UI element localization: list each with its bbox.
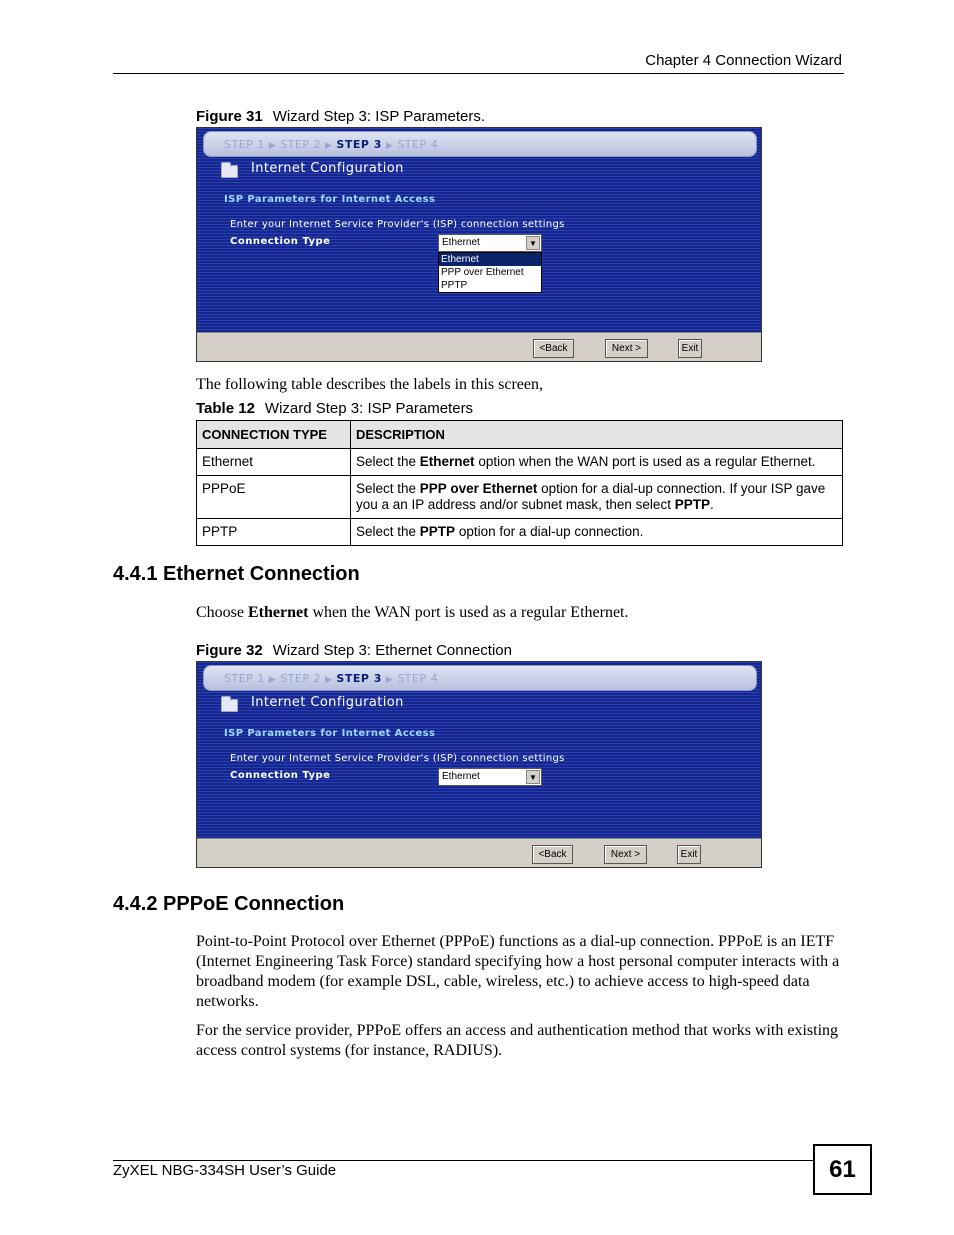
- next-button[interactable]: Next >: [604, 845, 647, 864]
- table-row: [197, 449, 843, 476]
- wizard-title: Internet Configuration: [251, 161, 404, 176]
- table-header-row: [197, 421, 843, 449]
- connection-type-cell: PPPoE: [197, 476, 351, 519]
- step-arrow-icon: ▶: [385, 141, 394, 151]
- isp-parameters-table: [196, 420, 843, 546]
- column-header: DESCRIPTION: [351, 421, 843, 449]
- wizard-title: Internet Configuration: [251, 695, 404, 710]
- chevron-down-icon[interactable]: ▼: [526, 770, 540, 784]
- step-1: STEP 1: [224, 138, 265, 151]
- running-header: Chapter 4 Connection Wizard: [645, 52, 842, 69]
- step-3-current: STEP 3: [336, 672, 382, 685]
- connection-type-value: Ethernet: [442, 237, 480, 248]
- header-rule: [113, 73, 844, 74]
- pppoe-paragraph-1: Point-to-Point Protocol over Ethernet (PPPoE) functions as a dial-up connection. PPPoE is an IETF (Internet Engineering Task Force) standard specifying how a host personal computer interacts with a broadband modem (for example DSL, cable, wireless, etc.) to achieve access to high-speed data networks.: [196, 933, 840, 1010]
- table-row: [197, 519, 843, 546]
- step-2: STEP 2: [280, 138, 321, 151]
- wizard-section-title: ISP Parameters for Internet Access: [224, 728, 436, 739]
- figure-32-wizard-screenshot: [196, 661, 762, 868]
- figure-32-title: Wizard Step 3: Ethernet Connection: [272, 642, 512, 659]
- exit-button[interactable]: Exit: [677, 845, 701, 864]
- dropdown-option-pptp[interactable]: PPTP: [441, 280, 468, 291]
- step-bar: [203, 131, 757, 157]
- pppoe-paragraph-2: For the service provider, PPPoE offers an access and authentication method that works with existing access control systems (for instance, RADIUS).: [196, 1022, 839, 1059]
- back-button[interactable]: <Back: [533, 339, 574, 358]
- table-row: [197, 476, 843, 519]
- table-12-label: Table 12: [196, 400, 255, 417]
- table-12-caption: [196, 400, 473, 417]
- page-number: 61: [813, 1144, 872, 1195]
- step-bar: [203, 665, 757, 691]
- wizard-button-bar: [197, 332, 761, 361]
- dropdown-option-ethernet[interactable]: Ethernet: [439, 253, 541, 266]
- step-arrow-icon: ▶: [324, 141, 333, 151]
- table-12-title: Wizard Step 3: ISP Parameters: [264, 400, 474, 417]
- ethernet-paragraph: Choose Ethernet when the WAN port is used as a regular Ethernet.: [196, 604, 629, 621]
- connection-type-select[interactable]: [438, 234, 542, 252]
- back-button[interactable]: <Back: [532, 845, 573, 864]
- step-arrow-icon: ▶: [268, 675, 277, 685]
- connection-type-cell: PPTP: [197, 519, 351, 546]
- figure-31-caption: [196, 108, 485, 125]
- exit-button[interactable]: Exit: [678, 339, 702, 358]
- folder-icon: [221, 699, 238, 712]
- wizard-section-title: ISP Parameters for Internet Access: [224, 194, 436, 205]
- wizard-button-bar: [197, 838, 761, 867]
- figure-31-title: Wizard Step 3: ISP Parameters.: [272, 108, 485, 125]
- step-4: STEP 4: [397, 138, 439, 151]
- description-cell: Select the PPP over Ethernet option for a dial-up connection. If your ISP gave you a an IP address and/or subnet mask, then select PPTP.: [351, 476, 843, 519]
- figure-31-label: Figure 31: [196, 108, 263, 125]
- step-indicator: [224, 138, 438, 151]
- footer-rule: [113, 1160, 813, 1161]
- section-heading-pppoe: 4.4.2 PPPoE Connection: [113, 893, 345, 915]
- figure-31-wizard-screenshot: [196, 127, 762, 362]
- connection-type-value: Ethernet: [442, 771, 480, 782]
- wizard-instruction: Enter your Internet Service Provider's (ISP) connection settings: [230, 753, 565, 764]
- connection-type-label: Connection Type: [230, 236, 331, 247]
- step-arrow-icon: ▶: [324, 675, 333, 685]
- next-button[interactable]: Next >: [605, 339, 648, 358]
- figure-32-caption: [196, 642, 512, 659]
- connection-type-label: Connection Type: [230, 770, 331, 781]
- connection-type-cell: Ethernet: [197, 449, 351, 476]
- description-cell: Select the PPTP option for a dial-up connection.: [351, 519, 843, 546]
- description-cell: Select the Ethernet option when the WAN port is used as a regular Ethernet.: [351, 449, 843, 476]
- section-heading-ethernet: 4.4.1 Ethernet Connection: [113, 563, 360, 585]
- connection-type-select[interactable]: [438, 768, 542, 786]
- step-2: STEP 2: [280, 672, 321, 685]
- intro-sentence: The following table describes the labels in this screen,: [196, 376, 544, 393]
- step-indicator: [224, 672, 438, 685]
- footer-guide-title: ZyXEL NBG-334SH User’s Guide: [113, 1162, 337, 1179]
- figure-32-label: Figure 32: [196, 642, 263, 659]
- folder-icon: [221, 165, 238, 178]
- chevron-down-icon[interactable]: ▼: [526, 236, 540, 250]
- step-arrow-icon: ▶: [268, 141, 277, 151]
- dropdown-option-pppoe[interactable]: PPP over Ethernet: [441, 267, 524, 278]
- step-arrow-icon: ▶: [385, 675, 394, 685]
- wizard-instruction: Enter your Internet Service Provider's (ISP) connection settings: [230, 219, 565, 230]
- connection-type-dropdown: [438, 252, 542, 293]
- step-4: STEP 4: [397, 672, 439, 685]
- step-1: STEP 1: [224, 672, 265, 685]
- column-header: CONNECTION TYPE: [197, 421, 351, 449]
- step-3-current: STEP 3: [336, 138, 382, 151]
